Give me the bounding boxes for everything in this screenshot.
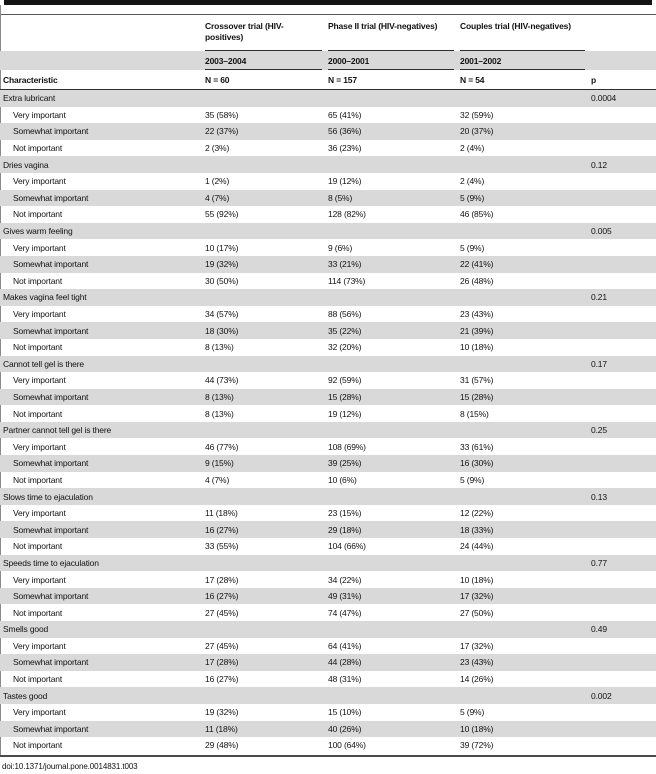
rating-row [0,638,656,655]
cell-couples: 8 (15%) [460,408,489,419]
characteristic-row [0,289,656,306]
characteristic-row [0,422,656,439]
cell-couples: 20 (37%) [460,126,494,137]
header-spacer [0,51,205,70]
cell-couples: 46 (85%) [460,209,494,220]
rating-row [0,239,656,256]
cell-phase2: 65 (41%) [328,109,362,120]
characteristic-row [0,156,656,173]
cell-couples: 2 (4%) [460,176,485,187]
cell-p-value: 0.49 [591,624,607,635]
cell-couples: 17 (32%) [460,591,494,602]
cell-phase2: 88 (56%) [328,309,362,320]
rating-row [0,389,656,406]
cell-phase2: 108 (69%) [328,441,366,452]
cell-couples: 14 (26%) [460,674,494,685]
cell-phase2: 29 (18%) [328,524,362,535]
rating-label: Not important [13,740,63,751]
rating-row [0,306,656,323]
cell-phase2: 74 (47%) [328,607,362,618]
rating-label: Very important [13,574,66,585]
rating-row [0,140,656,157]
cell-phase2: 9 (6%) [328,242,353,253]
rating-label: Not important [13,408,63,419]
cell-crossover: 1 (2%) [205,176,230,187]
rating-label: Very important [13,375,66,386]
cell-crossover: 44 (73%) [205,375,239,386]
rating-label: Somewhat important [13,458,89,469]
cell-crossover: 55 (92%) [205,209,239,220]
cell-phase2: 23 (15%) [328,508,362,519]
cell-couples: 21 (39%) [460,325,494,336]
characteristic-row [0,621,656,638]
cell-p-value: 0.17 [591,358,607,369]
cell-phase2: 40 (26%) [328,723,362,734]
cell-crossover: 29 (48%) [205,740,239,751]
cell-crossover: 8 (13%) [205,391,234,402]
characteristic-label: Extra lubricant [3,93,56,104]
cell-couples: 24 (44%) [460,541,494,552]
characteristic-label: Makes vagina feel tight [3,292,87,303]
characteristic-label: Speeds time to ejaculation [3,557,99,568]
cell-couples: 39 (72%) [460,740,494,751]
characteristic-label: Dries vagina [3,159,49,170]
header-trial-row [0,15,656,51]
rating-label: Not important [13,275,63,286]
cell-p-value: 0.13 [591,491,607,502]
cell-crossover: 11 (18%) [205,508,238,519]
rating-row [0,438,656,455]
rating-row [0,206,656,223]
characteristic-column-header: Characteristic [3,74,58,85]
cell-couples: 5 (9%) [460,707,485,718]
cell-couples: 2 (4%) [460,143,485,154]
rating-label: Not important [13,209,63,220]
cell-crossover: 11 (18%) [205,723,238,734]
rating-row [0,322,656,339]
rating-label: Very important [13,640,66,651]
cell-couples: 18 (33%) [460,524,494,535]
cell-crossover: 27 (45%) [205,607,239,618]
cell-crossover: 27 (45%) [205,640,239,651]
cell-crossover: 46 (77%) [205,441,239,452]
cell-couples: 5 (9%) [460,474,485,485]
rating-row [0,256,656,273]
header-n-row [0,70,656,89]
rating-row [0,173,656,190]
rating-label: Not important [13,342,63,353]
rating-label: Somewhat important [13,325,89,336]
rating-row [0,604,656,621]
cell-crossover: 8 (13%) [205,408,234,419]
characteristic-label: Gives warm feeling [3,226,73,237]
n-couples: N = 54 [460,74,485,85]
cell-crossover: 16 (27%) [205,674,239,685]
doi-text: doi:10.1371/journal.pone.0014831.t003 [2,762,138,771]
years-couples: 2001–2002 [460,51,591,70]
cell-couples: 5 (9%) [460,242,485,253]
cell-couples: 17 (32%) [460,640,494,651]
cell-crossover: 4 (7%) [205,192,230,203]
table-top-rule [4,0,652,5]
rating-row [0,472,656,489]
cell-crossover: 16 (27%) [205,591,239,602]
cell-phase2: 15 (10%) [328,707,362,718]
cell-p-value: 0.002 [591,690,612,701]
rating-label: Not important [13,541,63,552]
cell-phase2: 8 (5%) [328,192,353,203]
rating-row [0,190,656,207]
characteristic-label: Partner cannot tell gel is there [3,425,112,436]
cell-phase2: 100 (64%) [328,740,366,751]
cell-phase2: 19 (12%) [328,408,362,419]
rating-label: Somewhat important [13,524,89,535]
cell-couples: 16 (30%) [460,458,494,469]
rating-label: Somewhat important [13,192,89,203]
header-spacer [591,15,656,51]
cell-couples: 15 (28%) [460,391,494,402]
characteristic-row [0,90,656,107]
characteristic-row [0,555,656,572]
n-crossover: N = 60 [205,74,230,85]
rating-row [0,455,656,472]
header-spacer [591,51,656,70]
years-crossover: 2003–2004 [205,51,328,70]
cell-phase2: 104 (66%) [328,541,366,552]
cell-couples: 26 (48%) [460,275,494,286]
n-phase2: N = 157 [328,74,357,85]
rating-row [0,737,656,754]
rating-label: Very important [13,109,66,120]
rating-label: Not important [13,674,63,685]
rating-row [0,339,656,356]
cell-couples: 33 (61%) [460,441,494,452]
header-years-row [0,51,656,70]
characteristic-label: Tastes good [3,690,48,701]
cell-phase2: 33 (21%) [328,259,362,270]
cell-phase2: 15 (28%) [328,391,362,402]
rating-label: Somewhat important [13,591,89,602]
cell-phase2: 64 (41%) [328,640,362,651]
cell-phase2: 10 (6%) [328,474,357,485]
rating-row [0,588,656,605]
cell-p-value: 0.21 [591,292,607,303]
cell-couples: 10 (18%) [460,574,494,585]
cell-p-value: 0.005 [591,226,612,237]
cell-phase2: 32 (20%) [328,342,362,353]
rating-label: Very important [13,242,66,253]
cell-crossover: 17 (28%) [205,574,239,585]
cell-couples: 27 (50%) [460,607,494,618]
rating-row [0,521,656,538]
characteristic-row [0,488,656,505]
rating-row [0,372,656,389]
cell-phase2: 19 (12%) [328,176,362,187]
rating-label: Somewhat important [13,259,89,270]
rating-label: Not important [13,474,63,485]
cell-crossover: 2 (3%) [205,143,230,154]
table-bottom-rule [0,755,656,757]
cell-p-value: 0.77 [591,557,607,568]
rating-label: Very important [13,441,66,452]
cell-crossover: 33 (55%) [205,541,239,552]
characteristic-label: Slows time to ejaculation [3,491,93,502]
cell-crossover: 19 (32%) [205,259,239,270]
cell-couples: 23 (43%) [460,657,494,668]
characteristic-row [0,356,656,373]
rating-label: Very important [13,508,66,519]
characteristic-label: Smells good [3,624,49,635]
rating-label: Very important [13,176,66,187]
cell-phase2: 39 (25%) [328,458,362,469]
cell-phase2: 92 (59%) [328,375,362,386]
header-spacer [0,15,205,51]
rating-label: Somewhat important [13,391,89,402]
rating-label: Somewhat important [13,657,89,668]
rating-row [0,505,656,522]
cell-couples: 31 (57%) [460,375,494,386]
cell-phase2: 34 (22%) [328,574,362,585]
rating-row [0,107,656,124]
cell-couples: 10 (18%) [460,342,494,353]
cell-couples: 23 (43%) [460,309,494,320]
cell-couples: 32 (59%) [460,109,494,120]
cell-phase2: 35 (22%) [328,325,362,336]
cell-phase2: 56 (36%) [328,126,362,137]
cell-couples: 12 (22%) [460,508,494,519]
column-header-crossover-trial: Crossover trial (HIV-positives) [205,15,328,51]
cell-p-value: 0.25 [591,425,607,436]
characteristic-row [0,687,656,704]
cell-p-value: 0.0004 [591,93,617,104]
cell-couples: 22 (41%) [460,259,494,270]
rating-row [0,123,656,140]
rating-label: Somewhat important [13,723,89,734]
cell-phase2: 114 (73%) [328,275,366,286]
rating-row [0,704,656,721]
cell-crossover: 17 (28%) [205,657,239,668]
table-body [0,90,656,754]
cell-crossover: 30 (50%) [205,275,239,286]
characteristic-label: Cannot tell gel is there [3,358,84,369]
cell-crossover: 8 (13%) [205,342,234,353]
rating-row [0,273,656,290]
p-column-header: p [591,74,597,85]
rating-label: Very important [13,309,66,320]
cell-phase2: 48 (31%) [328,674,362,685]
cell-crossover: 18 (30%) [205,325,239,336]
rating-row [0,654,656,671]
cell-crossover: 22 (37%) [205,126,239,137]
rating-label: Not important [13,143,63,154]
rating-row [0,538,656,555]
rating-label: Somewhat important [13,126,89,137]
column-header-couples-trial: Couples trial (HIV-negatives) [460,15,591,51]
cell-crossover: 16 (27%) [205,524,239,535]
cell-crossover: 19 (32%) [205,707,239,718]
years-phase2: 2000–2001 [328,51,460,70]
cell-phase2: 36 (23%) [328,143,362,154]
cell-crossover: 10 (17%) [205,242,239,253]
cell-crossover: 9 (15%) [205,458,234,469]
cell-p-value: 0.12 [591,159,607,170]
cell-crossover: 4 (7%) [205,474,230,485]
cell-couples: 5 (9%) [460,192,485,203]
cell-phase2: 44 (28%) [328,657,362,668]
cell-crossover: 35 (58%) [205,109,239,120]
column-header-phase2-trial: Phase II trial (HIV-negatives) [328,15,460,51]
rating-row [0,721,656,738]
cell-phase2: 49 (31%) [328,591,362,602]
cell-phase2: 128 (82%) [328,209,366,220]
rating-label: Not important [13,607,63,618]
rating-label: Very important [13,707,66,718]
rating-row [0,405,656,422]
rating-row [0,671,656,688]
cell-couples: 10 (18%) [460,723,494,734]
cell-crossover: 34 (57%) [205,309,239,320]
characteristic-row [0,223,656,240]
rating-row [0,571,656,588]
